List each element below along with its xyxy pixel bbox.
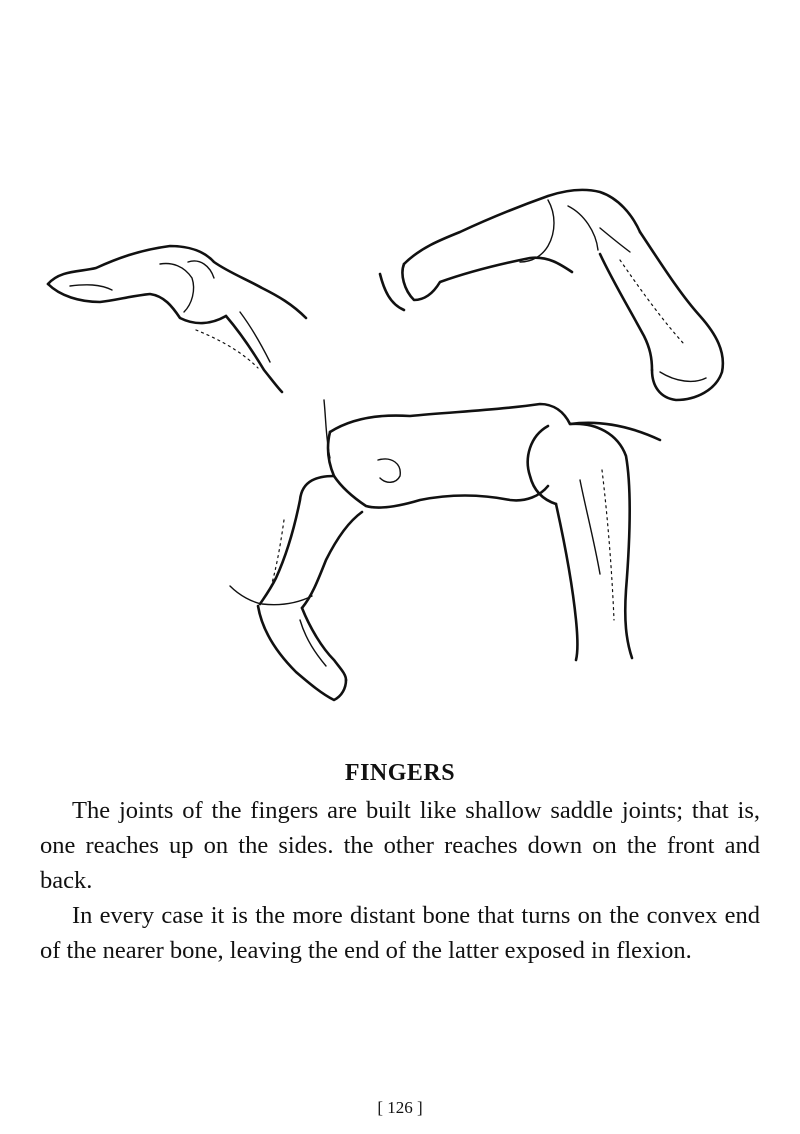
section-heading: FINGERS xyxy=(344,760,456,786)
flexed-finger-sketch xyxy=(230,400,660,700)
bent-joint-sketch xyxy=(380,190,723,400)
paragraph-1: The joints of the fingers are built like shallow saddle joints; that is, one reaches up on the sides. the other reaches down on the front and back. xyxy=(40,797,760,894)
body-text xyxy=(40,793,760,968)
extended-finger-sketch xyxy=(48,246,306,392)
paragraph-2: In every case it is the more distant bone that turns on the convex end of the nearer bone, leaving the end of the latter exposed in flexion. xyxy=(40,902,760,964)
page-number: [ 126 ] xyxy=(377,1098,423,1117)
